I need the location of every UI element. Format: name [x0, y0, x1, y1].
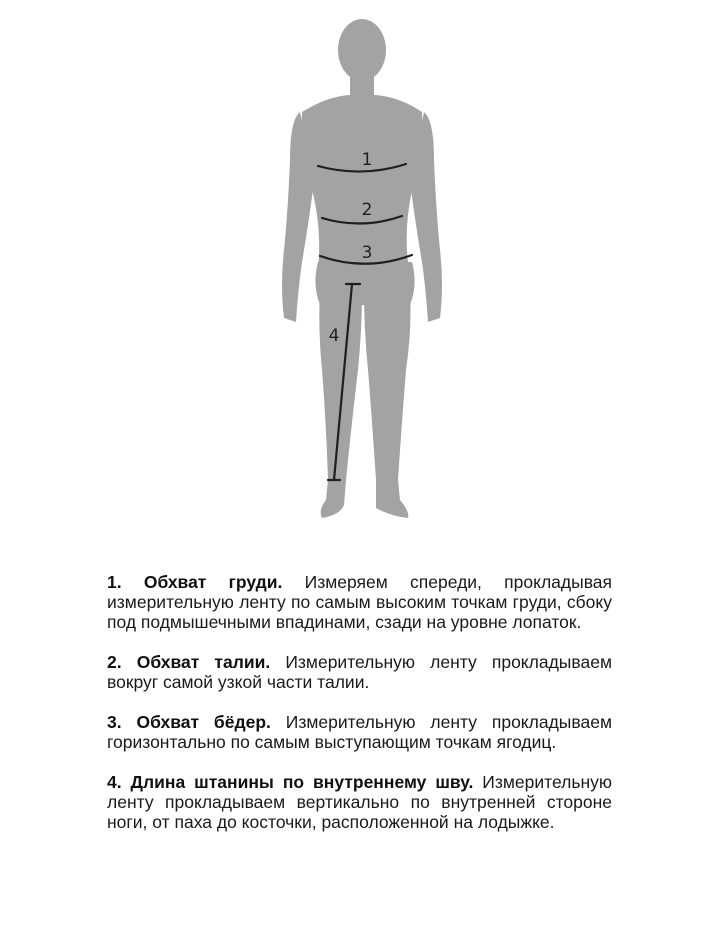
chest-marker: 1 — [361, 150, 373, 170]
instruction-text: Измерительную ленту прокладываем вокруг самой узкой части талии. — [107, 652, 612, 692]
instruction-waist — [107, 652, 612, 692]
instructions-list — [107, 572, 612, 852]
instruction-hips — [107, 712, 612, 752]
neck-shape — [350, 70, 374, 98]
instruction-inseam — [107, 772, 612, 832]
instruction-text: Измеряем спереди, прокладывая измерительную ленту по самым высоким точкам груди, сбоку под подмышечными впадинами, сзади на уровне лопаток. — [107, 572, 612, 632]
instruction-term: 3. Обхват бёдер. — [107, 712, 271, 732]
inseam-marker: 4 — [328, 326, 340, 346]
instruction-term: 4. Длина штанины по внутреннему шву. — [107, 772, 474, 792]
instruction-term: 1. Обхват груди. — [107, 572, 283, 592]
right-leg-shape — [364, 290, 411, 518]
instruction-chest — [107, 572, 612, 632]
instruction-term: 2. Обхват талии. — [107, 652, 271, 672]
waist-marker: 2 — [361, 200, 373, 220]
hips-marker: 3 — [361, 243, 373, 263]
instruction-text: Измерительную ленту прокладываем горизонтально по самым выступающим точкам ягодиц. — [107, 712, 612, 752]
human-silhouette — [282, 19, 442, 518]
instruction-text: Измерительную ленту прокладываем вертикально по внутренней стороне ноги, от паха до косточки, расположенной на лодыжке. — [107, 772, 612, 832]
